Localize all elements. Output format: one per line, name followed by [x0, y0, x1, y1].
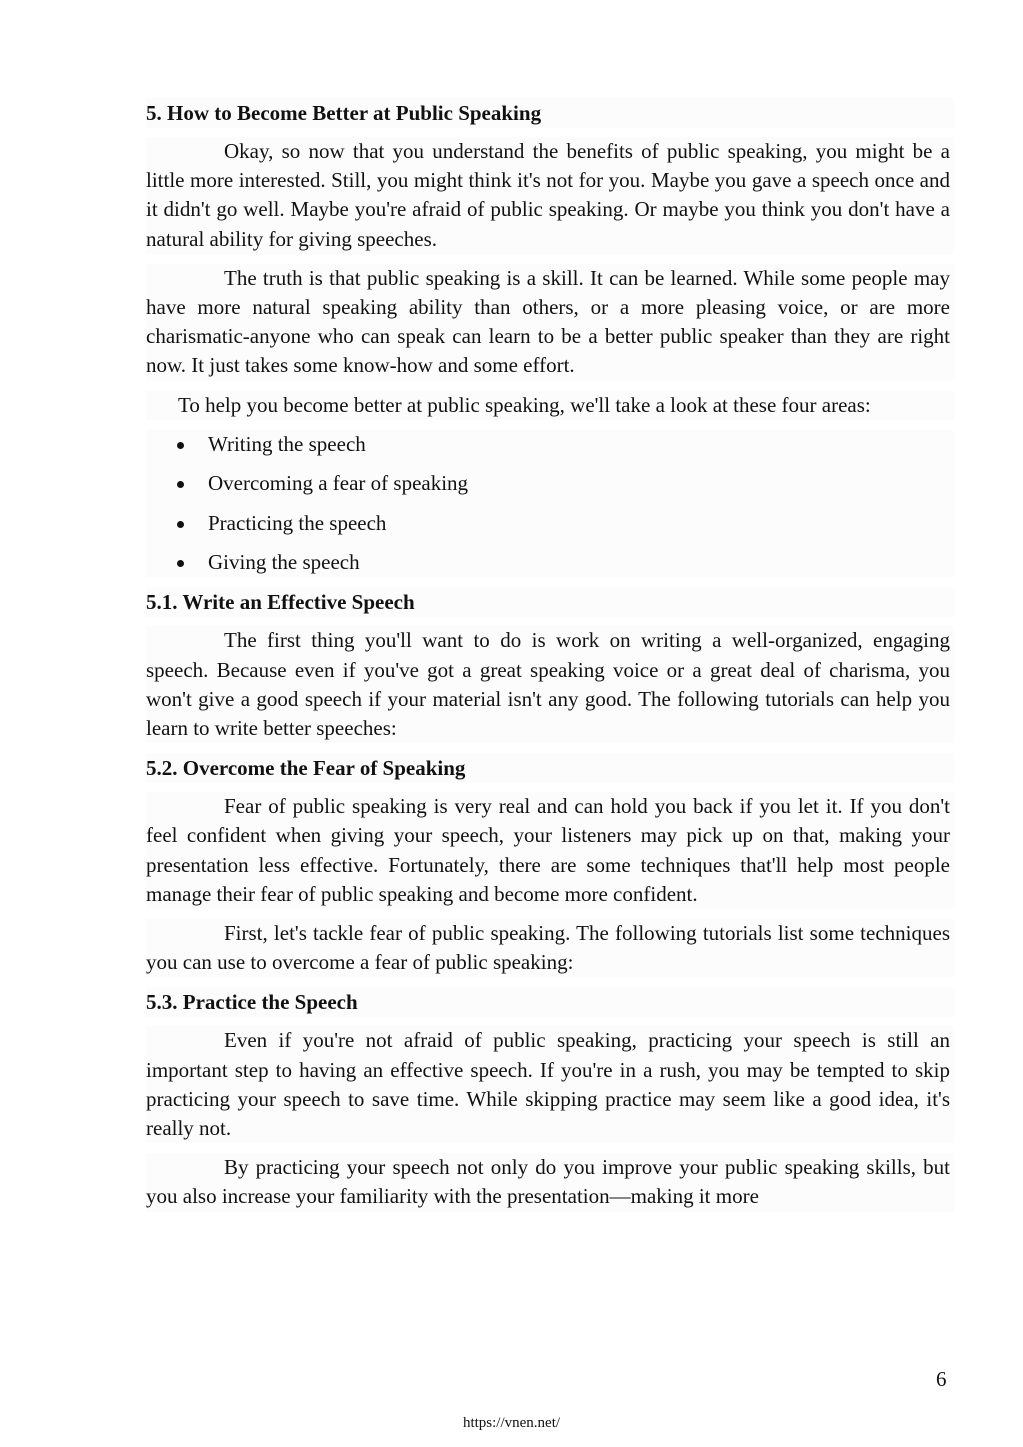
- paragraph: Even if you're not afraid of public speaking, practicing your speech is still an important step to having an effective speech. If you're in a rush, you may be tempted to skip practicing your speech to save time. While skipping practice may seem like a good idea, it's really not.: [146, 1026, 954, 1143]
- paragraph: By practicing your speech not only do you improve your public speaking skills, but you also increase your familiarity with the presentation—making it more: [146, 1153, 954, 1211]
- paragraph: Okay, so now that you understand the benefits of public speaking, you might be a little more interested. Still, you might think it's not for you. Maybe you gave a speech once and it didn't go well. Maybe you're afraid of public speaking. Or maybe you think you don't have a natural ability for giving speeches.: [146, 137, 954, 254]
- paragraph: Fear of public speaking is very real and can hold you back if you let it. If you don't feel confident when giving your speech, your listeners may pick up on that, making your presentation less effective. Fortunately, there are some techniques that'll help most people manage their fear of public speaking and become more confident.: [146, 792, 954, 909]
- section-heading: 5. How to Become Better at Public Speaking: [146, 98, 954, 128]
- section-heading: 5.1. Write an Effective Speech: [146, 587, 954, 617]
- list-item: [146, 430, 954, 459]
- paragraph: The truth is that public speaking is a skill. It can be learned. While some people may have more natural speaking ability than others, or a more pleasing voice, or are more charismatic-anyone who can speak can learn to be a better public speaker than they are right now. It just takes some know-how and some effort.: [146, 264, 954, 381]
- list-item-text: Overcoming a fear of speaking: [208, 471, 469, 496]
- bullet-icon: [177, 481, 184, 488]
- bullet-icon: [177, 560, 184, 567]
- paragraph: First, let's tackle fear of public speaking. The following tutorials list some techniques you can use to overcome a fear of public speaking:: [146, 919, 954, 977]
- list-item: [146, 548, 954, 577]
- section-heading: 5.2. Overcome the Fear of Speaking: [146, 753, 954, 783]
- bullet-list: [146, 430, 954, 578]
- bullet-icon: [177, 521, 184, 528]
- paragraph: The first thing you'll want to do is work on writing a well-organized, engaging speech. Because even if you've got a great speaking voice or a great deal of charisma, you won't give a good speech if your material isn't any good. The following tutorials can help you learn to write better speeches:: [146, 626, 954, 743]
- bullet-icon: [177, 442, 184, 449]
- list-item: [146, 469, 954, 498]
- list-item: [146, 509, 954, 538]
- footer-url: https://vnen.net/: [462, 1415, 561, 1431]
- list-item-text: Practicing the speech: [208, 510, 387, 535]
- section-heading: 5.3. Practice the Speech: [146, 987, 954, 1017]
- list-item-text: Giving the speech: [208, 550, 360, 575]
- paragraph: To help you become better at public speaking, we'll take a look at these four areas:: [146, 391, 954, 420]
- page-number: 6: [936, 1367, 947, 1391]
- list-item-text: Writing the speech: [208, 431, 366, 456]
- document-body: [146, 98, 954, 1222]
